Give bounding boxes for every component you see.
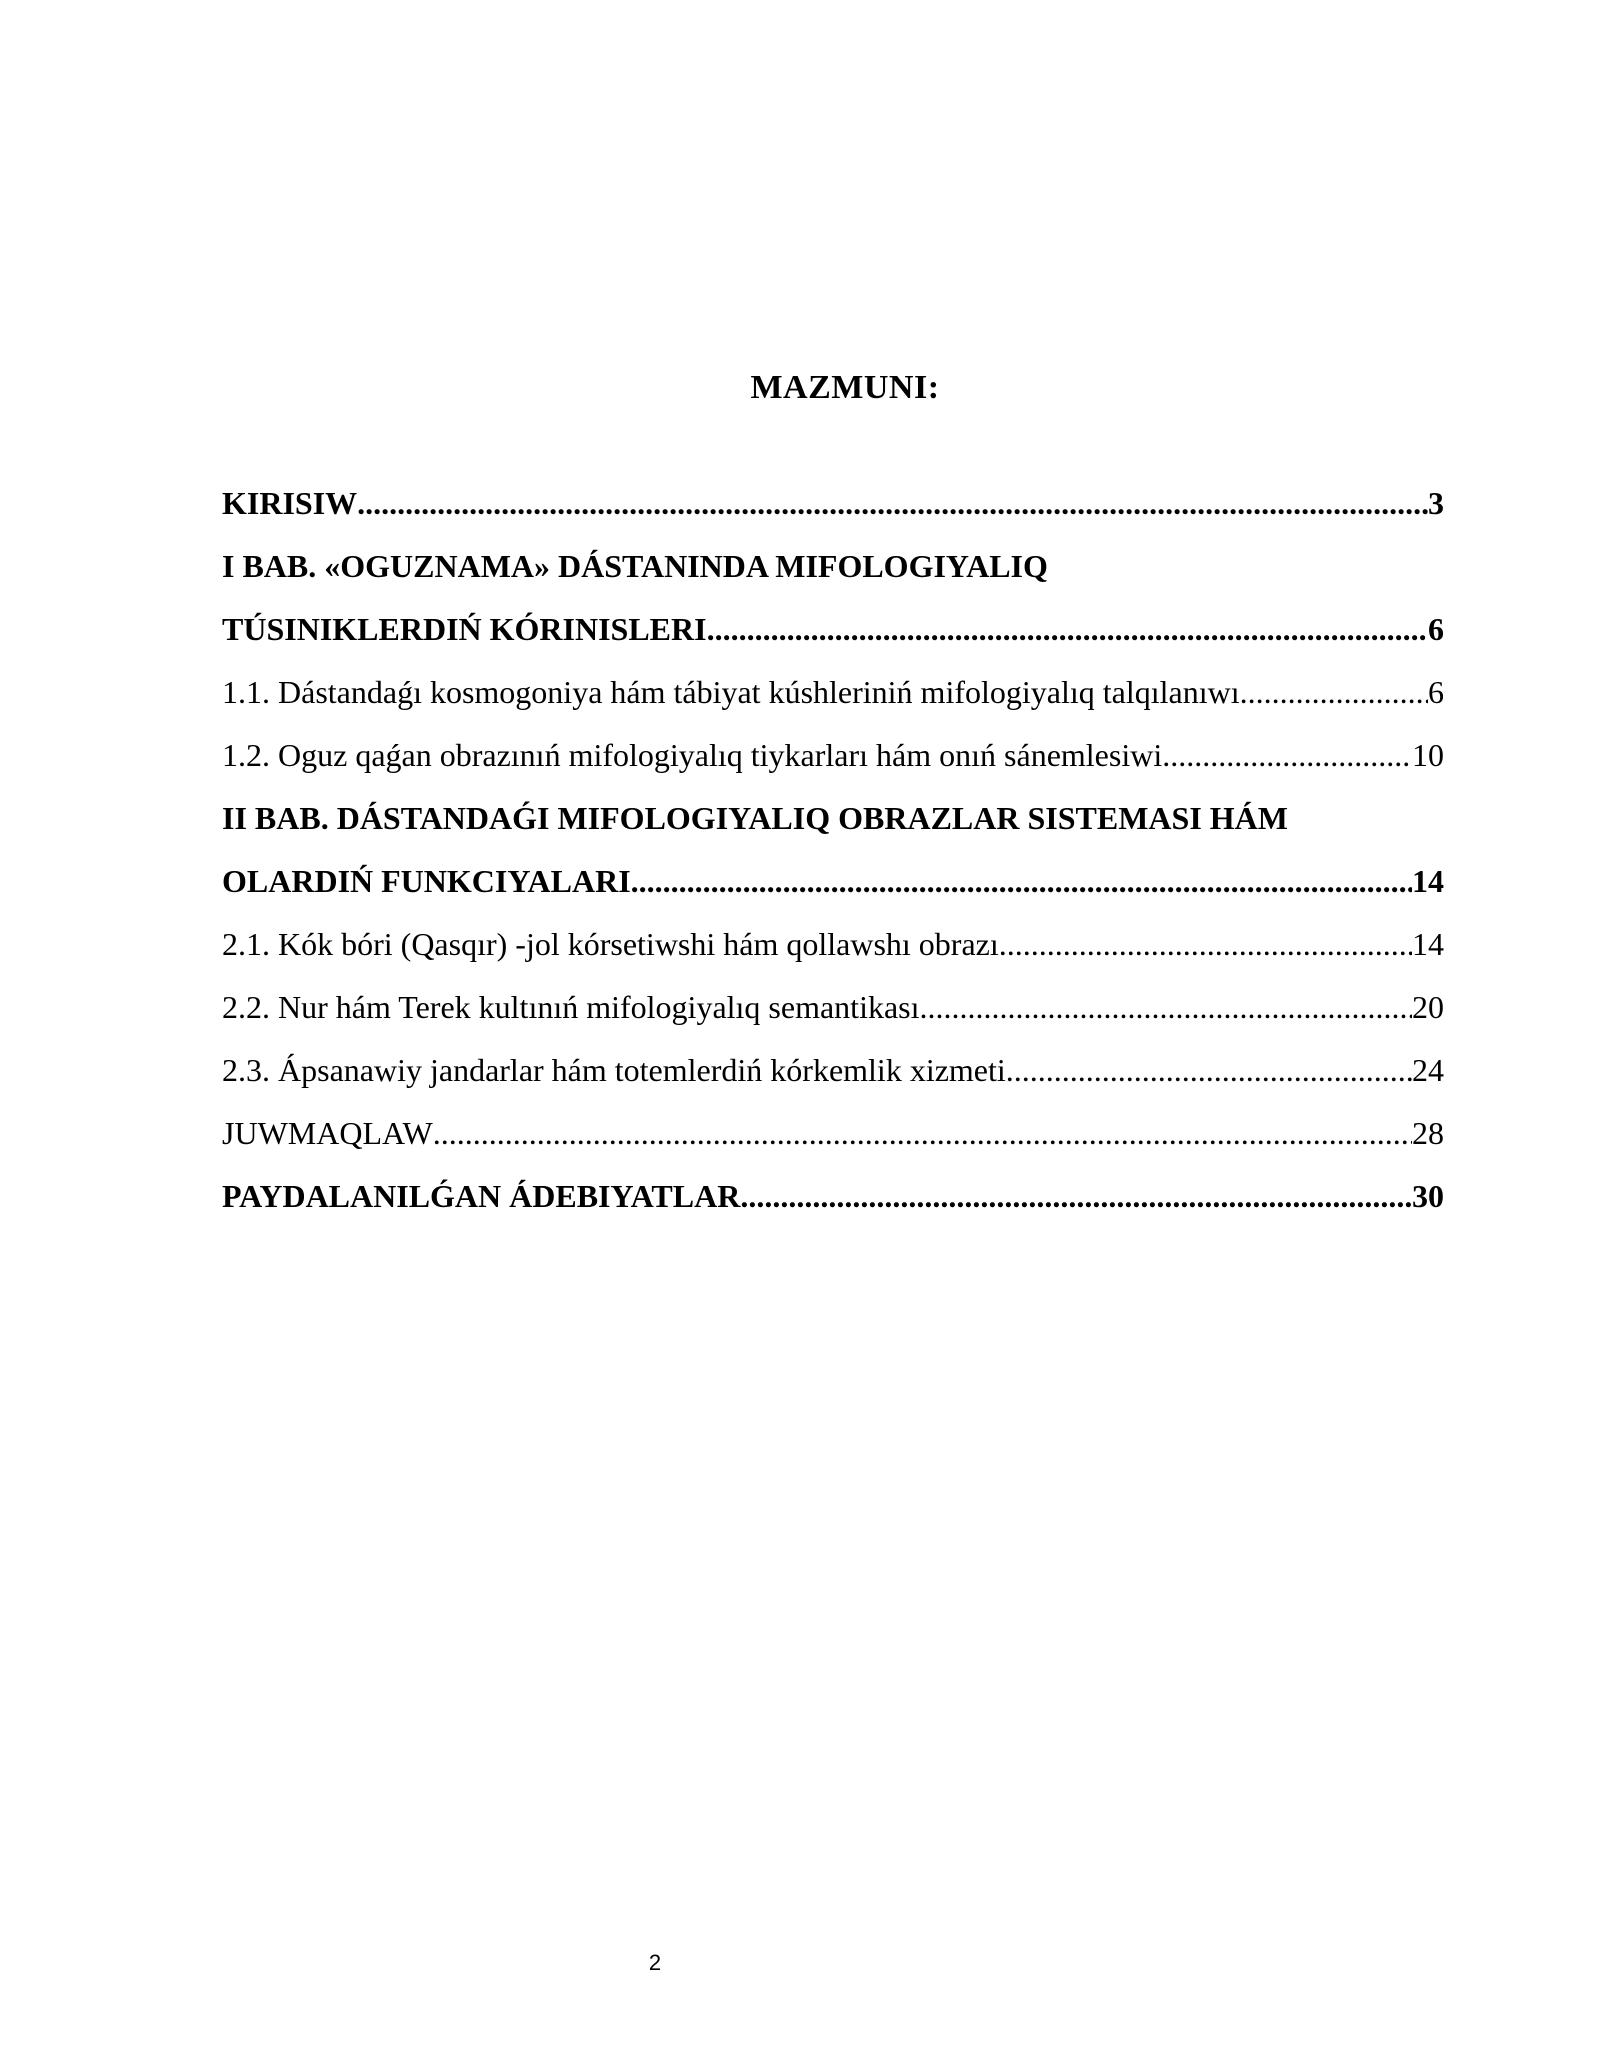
toc-entry-page: 14	[1412, 863, 1444, 899]
toc-leader-dots	[920, 976, 1413, 1039]
toc-entry-page: 28	[1412, 1115, 1444, 1151]
toc-leader-dots	[433, 1102, 1412, 1165]
toc-entry	[222, 1039, 1444, 1102]
toc-entry	[222, 850, 1444, 913]
toc-leader-dots	[357, 472, 1428, 535]
toc-entry-label: 2.1. Kók bóri (Qasqır) -jol kórsetiwshi hám qollawshı obrazı	[222, 926, 999, 962]
toc-entry-label: JUWMAQLAW	[222, 1115, 433, 1151]
toc-entry	[222, 598, 1444, 661]
toc-leader-dots	[631, 850, 1412, 913]
toc-entry	[222, 535, 1444, 598]
toc-entry-page: 3	[1428, 485, 1444, 521]
toc-entry-label: 1.1. Dástandaǵı kosmogoniya hám tábiyat kúshleriniń mifologiyalıq talqılanıwı	[222, 674, 1240, 710]
toc-entry-page: 20	[1412, 989, 1444, 1025]
toc-entry	[222, 976, 1444, 1039]
toc-leader-dots	[1162, 724, 1412, 787]
toc-entry-label: 2.3. Ápsanawiy jandarlar hám totemlerdiń kórkemlik xizmeti	[222, 1052, 1006, 1088]
toc-entry	[222, 1102, 1444, 1165]
toc-entry-label: KIRISIW	[222, 485, 358, 521]
toc-entry-label: II BAB. DÁSTANDAǴI MIFOLOGIYALIQ OBRAZLAR SISTEMASI HÁM	[222, 800, 1288, 836]
toc-entry	[222, 913, 1444, 976]
toc-entry	[222, 472, 1444, 535]
toc-entry-page: 6	[1428, 611, 1444, 647]
toc-leader-dots	[999, 913, 1412, 976]
toc-entry	[222, 1165, 1444, 1228]
table-of-contents	[222, 472, 1444, 1228]
toc-entry-page: 10	[1412, 737, 1444, 773]
toc-leader-dots	[740, 1165, 1412, 1228]
toc-leader-dots	[1006, 1039, 1412, 1102]
page-number: 2	[648, 1950, 662, 1975]
toc-entry-label: I BAB. «OGUZNAMA» DÁSTANINDA MIFOLOGIYALIQ	[222, 548, 1048, 584]
toc-entry	[222, 787, 1444, 850]
toc-entry-label: OLARDIŃ FUNKCIYALARI	[222, 863, 631, 899]
toc-entry-page: 24	[1412, 1052, 1444, 1088]
page-title: MAZMUNI:	[750, 369, 940, 406]
toc-entry-page: 14	[1412, 926, 1444, 962]
toc-entry-label: TÚSINIKLERDIŃ KÓRINISLERI	[222, 611, 707, 647]
toc-entry-label: PAYDALANILǴAN ÁDEBIYATLAR	[222, 1178, 741, 1214]
toc-entry	[222, 661, 1444, 724]
toc-entry-label: 2.2. Nur hám Terek kultınıń mifologiyalıq semantikası	[222, 989, 920, 1025]
toc-leader-dots	[1240, 661, 1428, 724]
toc-entry-label: 1.2. Oguz qaǵan obrazınıń mifologiyalıq tiykarları hám onıń sánemlesiwi	[222, 737, 1163, 773]
toc-entry-page: 6	[1428, 674, 1444, 710]
toc-leader-dots	[707, 598, 1428, 661]
toc-entry-page: 30	[1412, 1178, 1444, 1214]
toc-entry	[222, 724, 1444, 787]
